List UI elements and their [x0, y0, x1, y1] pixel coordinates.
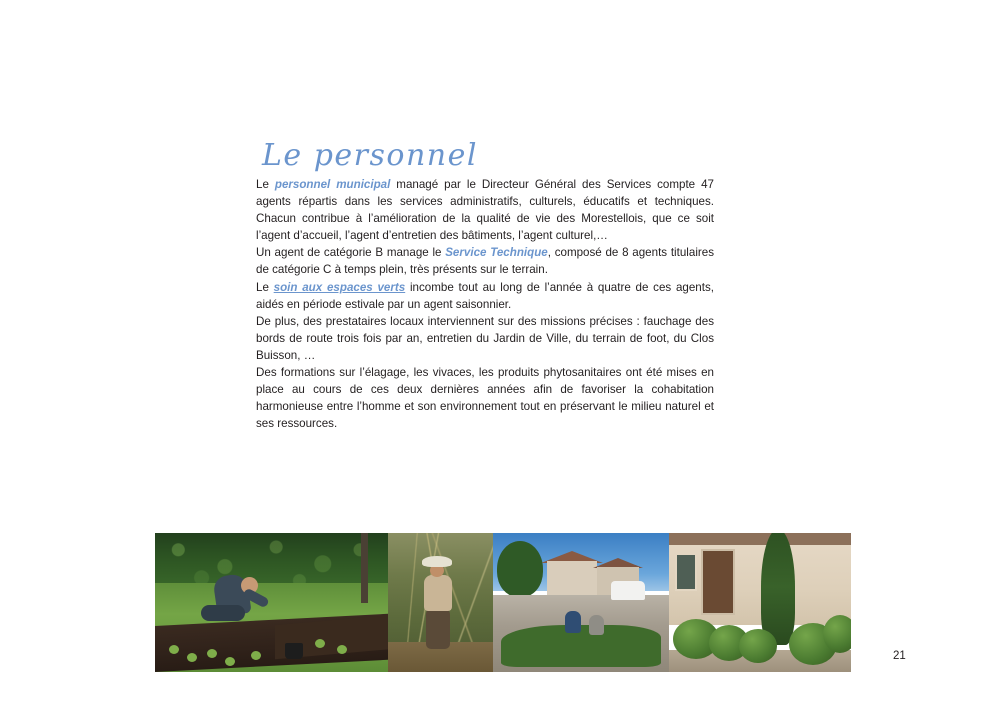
tree [497, 541, 543, 597]
hedge-texture [155, 533, 388, 589]
cypress-tree [761, 533, 795, 645]
photo-pruning-willow [388, 533, 493, 672]
paragraph-2 [256, 244, 714, 278]
window [675, 553, 697, 591]
van [611, 581, 645, 600]
shrub [739, 629, 777, 663]
paragraph-2-seg-2: Service Technique [445, 246, 548, 260]
paragraph-3-seg-3: incombe tout au long de l’année à quatre de ces agents, aidés en période estivale par un agent saisonnier. [256, 280, 714, 311]
paragraph-3-seg-2: soin aux espaces verts [273, 280, 406, 294]
tree-trunk [361, 533, 368, 603]
photo-gardener-planting [155, 533, 388, 672]
plant [207, 649, 217, 658]
photo-village-street [493, 533, 669, 672]
paragraph-1 [256, 176, 714, 244]
plant [187, 653, 197, 662]
plant [337, 645, 347, 654]
planting-bed [501, 625, 661, 667]
paragraph-1-seg-2: personnel municipal [274, 178, 391, 191]
shrub [823, 615, 851, 653]
paragraph-2-seg-3: , composé de 8 agents titulaires de catégorie C à temps plein, très présents sur le terrain. [256, 246, 714, 277]
paragraph-3 [256, 279, 714, 313]
house [547, 561, 597, 599]
worker-legs [426, 609, 450, 649]
paragraph-1-seg-3: managé par le Directeur Général des Services compte 47 agents répartis dans les services administratifs, culturels, éducatifs et techniques. Chacun contribue à l’amélioration de la qualité de vie des Morestellois, que ce soit l’agent d’accueil, l’agent d’entretien des bâtiments, l’agent culturel,… [256, 178, 714, 243]
photo-house-facade [669, 533, 851, 672]
worker-torso [424, 575, 452, 611]
plant [251, 651, 261, 660]
body-text [256, 176, 714, 432]
plant [225, 657, 235, 666]
paragraph-1-seg-1: Le [256, 178, 275, 191]
plant [315, 639, 325, 648]
paragraph-2-seg-1: Un agent de catégorie B manage le [256, 246, 446, 260]
worker [589, 615, 604, 635]
plant [169, 645, 179, 654]
roof-edge [669, 533, 851, 545]
paragraph-3-seg-1: Le [256, 280, 274, 294]
bucket [285, 643, 303, 659]
paragraph-4: De plus, des prestataires locaux interviennent sur des missions précises : fauchage des bords de route trois fois par an, entretien du Jardin de Ville, du terrain de foot, du Clos Buisson, … [256, 314, 714, 362]
door [701, 549, 735, 615]
paragraph-5: Des formations sur l’élagage, les vivaces, les produits phytosanitaires ont été mises en place au cours de ces deux dernières années afin de favoriser la cohabitation harmonieuse entre l’homme et son environnement tout en préservant le milieu naturel et ses ressources. [256, 366, 714, 431]
page-title: Le personnel [262, 138, 478, 174]
worker-hat [422, 556, 452, 567]
worker [565, 611, 581, 633]
photo-strip [155, 533, 851, 672]
gardener-legs [201, 605, 245, 621]
page-number: 21 [893, 650, 906, 662]
